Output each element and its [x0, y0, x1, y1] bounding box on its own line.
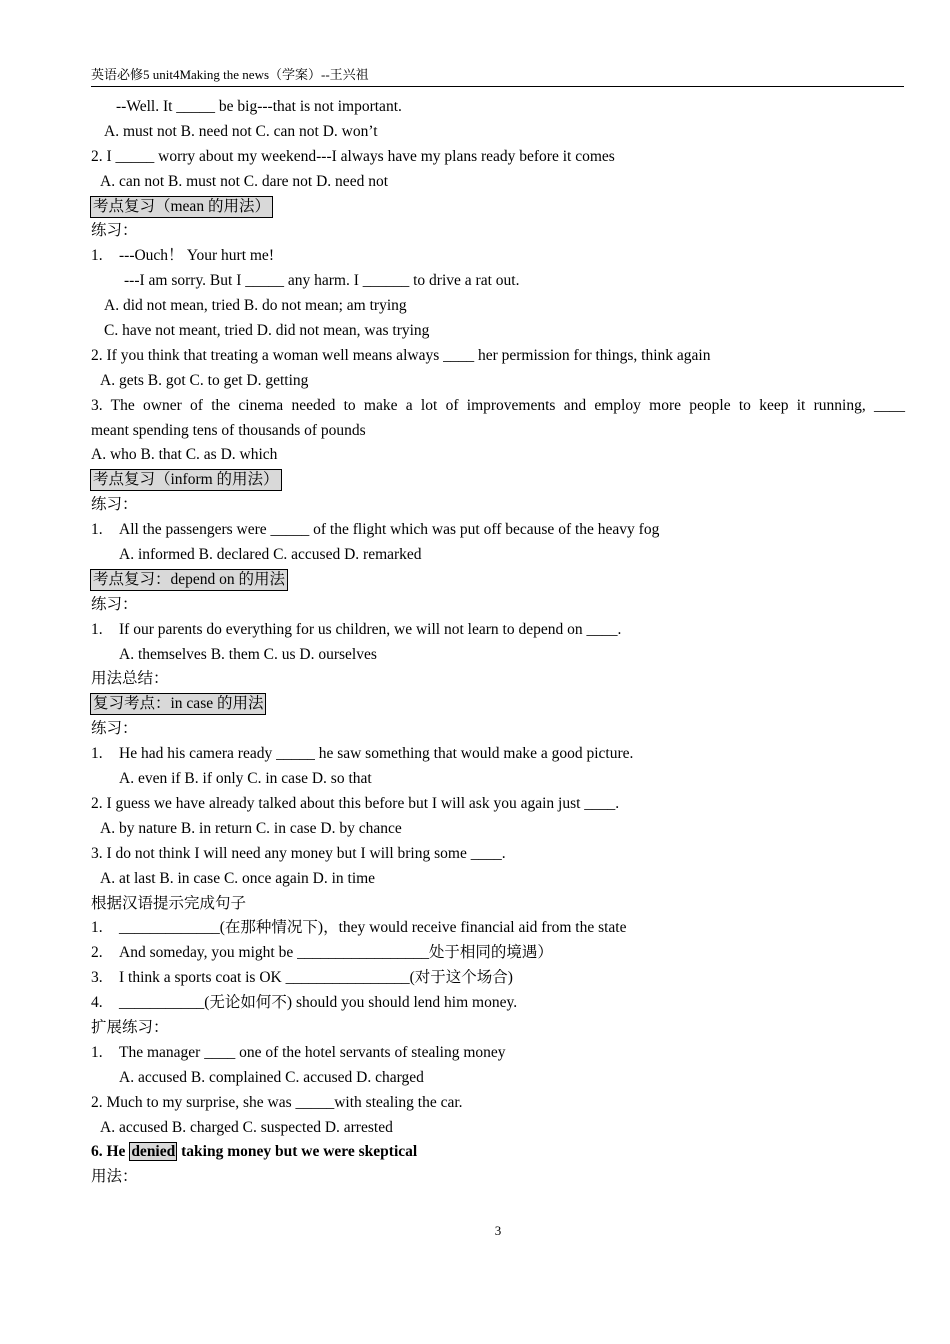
question-text: The manager ____ one of the hotel servants of stealing money [119, 1043, 506, 1061]
sentence-heading [91, 1140, 905, 1165]
section-heading-box: 考点复习：depend on 的用法 [90, 569, 288, 591]
usage-summary-label: 用法总结： [91, 670, 169, 688]
question-text: I think a sports coat is OK ________________(对于这个场合) [119, 969, 513, 987]
question-line: 3. I do not think I will need any money but I will bring some ____. [91, 844, 506, 862]
options-line: A. must not B. need not C. can not D. won’t [104, 122, 378, 140]
options-line: A. themselves B. them C. us D. ourselves [119, 645, 377, 663]
options-line: A. at last B. in case C. once again D. in time [100, 869, 376, 887]
sentence-heading-suffix: taking money but we were skeptical [177, 1143, 418, 1161]
question-line [91, 244, 905, 269]
question-number: 1. [91, 745, 103, 763]
question-text: ___________(无论如何不) should you should lend him money. [119, 994, 518, 1012]
question-text: He had his camera ready _____ he saw something that would make a good picture. [119, 745, 634, 763]
document-body [91, 95, 905, 1190]
options-line: A. can not B. must not C. dare not D. need not [100, 172, 388, 190]
options-line: A. by nature B. in return C. in case D. by chance [100, 819, 402, 837]
question-line [91, 742, 905, 767]
question-number: 2. [91, 944, 103, 962]
options-line: A. accused B. charged C. suspected D. arrested [100, 1118, 393, 1136]
question-line [91, 966, 905, 991]
section-heading-in-case [91, 692, 905, 717]
exercise-label: 练习： [91, 222, 138, 240]
question-number: 1. [91, 620, 103, 638]
exercise-label: 练习： [91, 720, 138, 738]
options-line: C. have not meant, tried D. did not mean, was trying [104, 322, 430, 340]
page-header: 英语必修5 unit4Making the news（学案）--王兴祖 [91, 66, 904, 87]
question-line-continued: meant spending tens of thousands of pounds [91, 421, 366, 439]
options-line: A. even if B. if only C. in case D. so that [119, 770, 372, 788]
question-line [91, 618, 905, 643]
section-heading-depend-on [91, 568, 905, 593]
exercise-label: 练习： [91, 595, 138, 613]
translation-heading: 根据汉语提示完成句子 [91, 894, 247, 912]
text-line: ---I am sorry. But I _____ any harm. I ______ to drive a rat out. [124, 272, 520, 290]
question-line [91, 916, 905, 941]
options-line: A. who B. that C. as D. which [91, 446, 278, 464]
section-heading-box: 复习考点：in case 的用法 [90, 693, 266, 715]
question-line [91, 941, 905, 966]
question-text: And someday, you might be _________________处于相同的境遇） [119, 944, 553, 962]
question-line: 2. Much to my surprise, she was _____with stealing the car. [91, 1093, 463, 1111]
usage-label: 用法： [91, 1168, 138, 1186]
question-text: If our parents do everything for us children, we will not learn to depend on ____. [119, 620, 622, 638]
options-line: A. gets B. got C. to get D. getting [100, 371, 309, 389]
section-heading-inform [91, 468, 905, 493]
question-line: 2. I guess we have already talked about this before but I will ask you again just ____. [91, 794, 620, 812]
section-heading-mean [91, 195, 905, 220]
question-number: 1. [91, 919, 103, 937]
question-number: 4. [91, 994, 103, 1012]
question-line: 2. I _____ worry about my weekend---I always have my plans ready before it comes [91, 147, 615, 165]
question-number: 1. [91, 247, 103, 265]
question-line [91, 1041, 905, 1066]
question-number: 3. [91, 969, 103, 987]
question-number: 1. [91, 521, 103, 539]
sentence-heading-prefix: 6. He [91, 1143, 130, 1161]
page-number: 3 [494, 1223, 502, 1238]
section-heading-box: 考点复习（mean 的用法） [90, 196, 273, 218]
text-line: --Well. It _____ be big---that is not important. [116, 98, 402, 115]
question-line: 3. The owner of the cinema needed to make a lot of improvements and employ more people to keep it running, ____ [91, 396, 905, 414]
options-line: A. did not mean, tried B. do not mean; am trying [104, 297, 407, 315]
exercise-label: 练习： [91, 496, 138, 514]
question-text: All the passengers were _____ of the flight which was put off because of the heavy fog [119, 521, 660, 539]
question-text: ---Ouch！ Your hurt me! [119, 247, 274, 265]
extension-exercise-label: 扩展练习： [91, 1018, 169, 1036]
question-number: 1. [91, 1043, 103, 1061]
section-heading-box: 考点复习（inform 的用法） [90, 469, 282, 491]
options-line: A. informed B. declared C. accused D. remarked [119, 546, 422, 564]
question-line [91, 991, 905, 1016]
question-text: _____________(在那种情况下)，they would receive financial aid from the state [119, 919, 627, 937]
question-line: 2. If you think that treating a woman well means always ____ her permission for things, think again [91, 346, 711, 364]
highlighted-word: denied [131, 1143, 176, 1161]
options-line: A. accused B. complained C. accused D. charged [119, 1068, 424, 1086]
question-line [91, 518, 905, 543]
